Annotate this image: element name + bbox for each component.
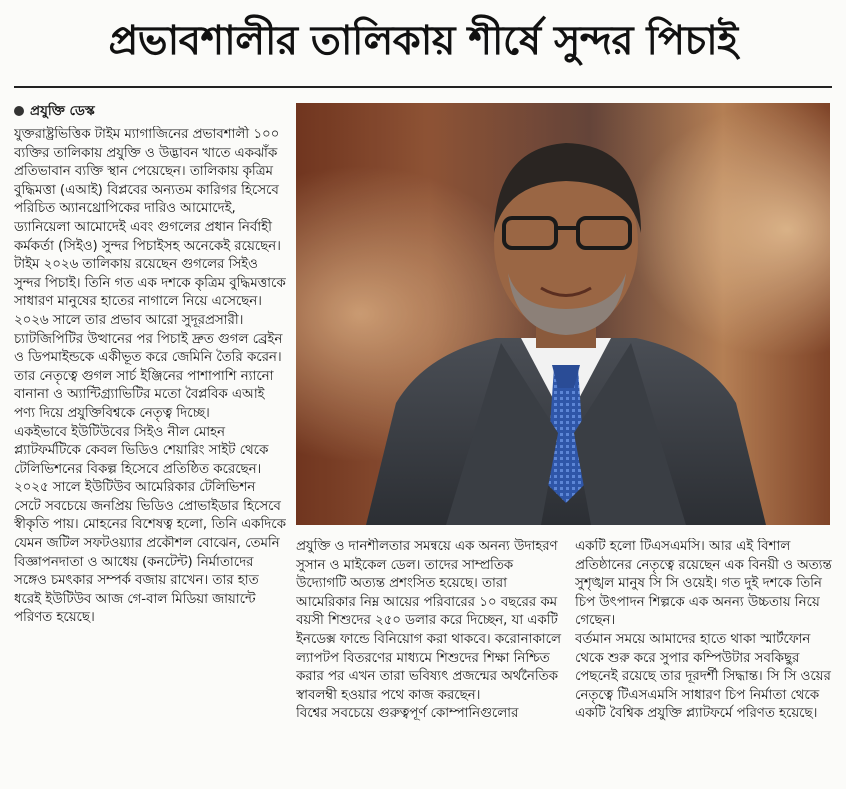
article-column-2: প্রযুক্তি ও দানশীলতার সমন্বয়ে এক অনন্য উদাহরণ সুসান ও মাইকেল ডেল। তাদের সাম্প্রতিক উদ্যোগটি অত্যন্ত প্রশংসিত হয়েছে। তারা আমেরিকার নিম্ন আয়ের পরিবারের ১০ বছরের কম বয়সী শিশুদের ২৫০ ডলার করে দিচ্ছেন, যা একটি ইনডেক্স ফান্ডে বিনিয়োগ করা থাকবে। করোনাকালে ল্যাপটপ বিতরণের মাধ্যমে শিশুদের শিক্ষা নিশ্চিত করার পর এখন তারা ভবিষ্যৎ প্রজন্মের অর্থনৈতিক স্বাবলম্বী হওয়ার পথে কাজ করছেন। বিশ্বের সবচেয়ে গুরুত্বপূর্ণ কোম্পানিগুলোর [296, 539, 561, 722]
byline-text: প্রযুক্তি ডেস্ক [30, 103, 95, 119]
portrait-photo [296, 103, 830, 525]
headline-divider [14, 86, 832, 88]
bullet-icon [14, 106, 24, 116]
byline [14, 100, 95, 123]
article-photo [296, 103, 830, 525]
article-column-1: যুক্তরাষ্ট্রভিত্তিক টাইম ম্যাগাজিনের প্রভাবশালী ১০০ ব্যক্তির তালিকায় প্রযুক্তি ও উদ্ভাবন খাতে একঝাঁক প্রতিভাবান ব্যক্তি স্থান পেয়েছেন। তালিকায় কৃত্রিম বুদ্ধিমত্তা (এআই) বিপ্লবের অন্যতম কারিগর হিসেবে পরিচিত অ্যানথ্রোপিকের দারিও আমোদেই, ড্যানিয়েলা আমোদেই এবং গুগলের প্রধান নির্বাহী কর্মকর্তা (সিইও) সুন্দর পিচাইসহ অনেকেই রয়েছেন। টাইম ২০২৬ তালিকায় রয়েছেন গুগলের সিইও সুন্দর পিচাই। তিনি গত এক দশকে কৃত্রিম বুদ্ধিমত্তাকে সাধারণ মানুষের হাতের নাগালে নিয়ে এসেছেন। ২০২৬ সালে তার প্রভাব আরো সুদূরপ্রসারী। চ্যাটজিপিটির উত্থানের পর পিচাই দ্রুত গুগল ব্রেইন ও ডিপমাইন্ডকে একীভূত করে জেমিনি তৈরি করেন। তার নেতৃত্বে গুগল সার্চ ইঞ্জিনের পাশাপাশি ন্যানো বানানা ও অ্যান্টিগ্র্যাভিটির মতো বৈপ্লবিক এআই পণ্য দিয়ে প্রযুক্তিবিশ্বকে নেতৃত্ব দিচ্ছে। একইভাবে ইউটিউবের সিইও নীল মোহন প্ল্যাটফর্মটিকে কেবল ভিডিও শেয়ারিং সাইট থেকে টেলিভিশনের বিকল্প হিসেবে প্রতিষ্ঠিত করেছেন। ২০২৫ সালে ইউটিউব আমেরিকার টেলিভিশন সেটে সবচেয়ে জনপ্রিয় ভিডিও প্রোভাইডার হিসেবে স্বীকৃতি পায়। মোহনের বিশেষত্ব হলো, তিনি একদিকে যেমন জটিল সফটওয়্যার প্রকৌশল বোঝেন, তেমনি বিজ্ঞাপনদাতা ও আধেয় (কনটেন্ট) নির্মাতাদের সঙ্গেও চমৎকার সম্পর্ক বজায় রাখেন। তার হাত ধরেই ইউটিউব আজ গে-বাল মিডিয়া জায়ান্টে পরিণত হয়েছে। [14, 127, 286, 626]
headline: প্রভাবশালীর তালিকায় শীর্ষে সুন্দর পিচাই [108, 18, 738, 64]
article-column-3: একটি হলো টিএসএমসি। আর এই বিশাল প্রতিষ্ঠানের নেতৃত্বে রয়েছেন এক বিনয়ী ও অত্যন্ত সুশৃঙ্খল মানুষ সি সি ওয়েই। গত দুই দশকে তিনি চিপ উৎপাদন শিল্পকে এক অনন্য উচ্চতায় নিয়ে গেছেন। বর্তমান সময়ে আমাদের হাতে থাকা স্মার্টফোন থেকে শুরু করে সুপার কম্পিউটার সবকিছুর পেছনেই রয়েছে তার দূরদর্শী সিদ্ধান্ত। সি সি ওয়ের নেতৃত্বে টিএসএমসি সাধারণ চিপ নির্মাতা থেকে একটি বৈশ্বিক প্রযুক্তি প্ল্যাটফর্মে পরিণত হয়েছে। [575, 539, 832, 722]
